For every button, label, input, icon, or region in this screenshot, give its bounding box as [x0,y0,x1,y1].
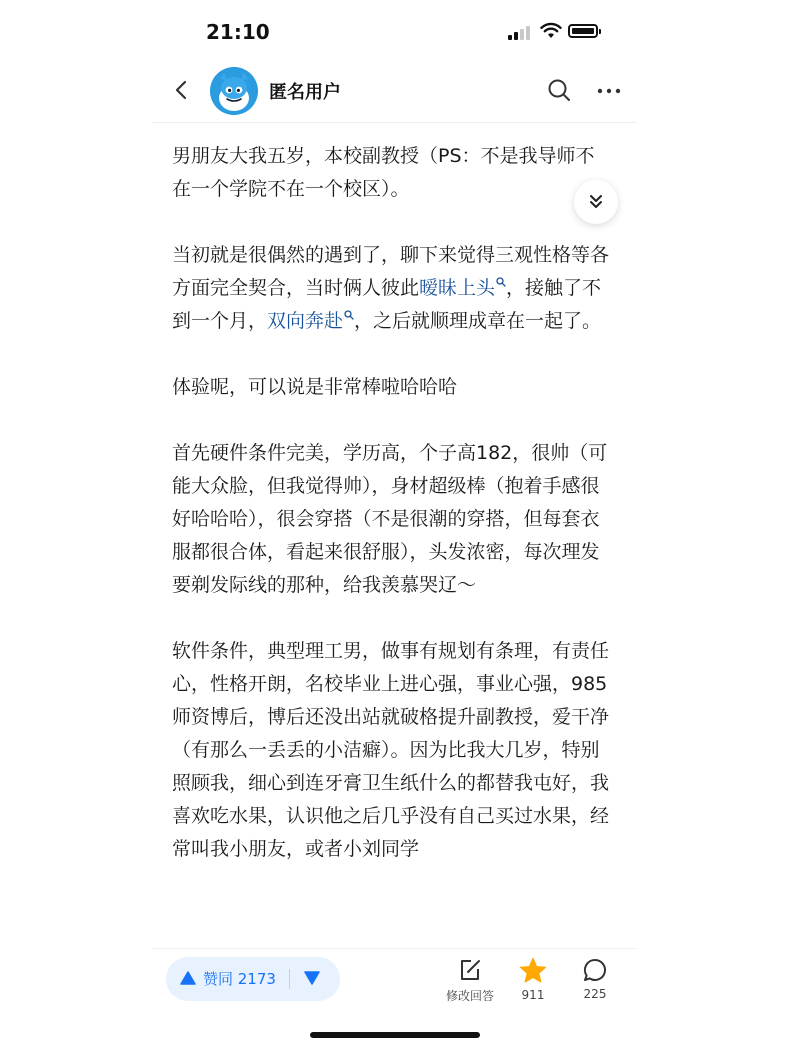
author-name[interactable]: 匿名用户 [269,82,341,103]
avatar-mascot-icon [210,67,258,115]
back-arrow-icon[interactable] [170,78,194,102]
triangle-up-icon [180,971,196,985]
star-icon [519,957,547,984]
cellular-signal-icon [508,24,534,40]
comment-button[interactable] [565,957,625,1011]
wifi-icon [540,22,562,40]
battery-icon [568,24,598,38]
paragraph: 男朋友大我五岁，本校副教授（PS：不是我导师不在一个学院不在一个校区）。 [172,145,595,200]
favorite-count: 911 [521,988,545,1002]
edit-answer-button[interactable] [440,957,500,1011]
search-link-text: 双向奔赴 [267,310,344,332]
search-link-icon [496,277,506,287]
phone-screen [152,0,637,1051]
more-icon[interactable] [596,78,622,104]
top-nav-bar [152,60,637,123]
status-time: 21:10 [206,20,270,44]
home-indicator [310,1032,480,1038]
paragraph: 首先硬件条件完美，学历高，个子高182，很帅（可能大众脸，但我觉得帅），身材超级棒（抱着手感很好哈哈哈），很会穿搭（不是很潮的穿搭，但每套衣服都很合体，看起来很舒服），头发浓密，每次理发要剃发际线的那种，给我羡慕哭辽～ [172,442,608,596]
chevron-double-down-icon [586,192,606,212]
search-link-text: 暧昧上头 [419,277,496,299]
edit-icon [457,957,483,983]
search-link[interactable] [419,277,506,299]
edit-answer-label: 修改回答 [445,989,494,1003]
favorite-button[interactable] [503,957,563,1011]
paragraph: 体验呢，可以说是非常棒啦哈哈哈 [172,376,458,398]
vote-group [166,957,340,1001]
paragraph-text: 当初就是很偶然的遇到了，聊下来觉得三观性格等各方面完全契合，当时俩人彼此 [172,244,610,299]
paragraph-text: ，之后就顺理成章在一起了。 [354,310,602,332]
search-link[interactable] [267,310,354,332]
paragraph-text: ，接触了不到一个月， [172,277,602,332]
paragraph: 软件条件，典型理工男，做事有规划有条理，有责任心，性格开朗，名校毕业上进心强，事业心强，985师资博后，博后还没出站就破格提升副教授，爱干净（有那么一丢丢的小洁癖）。因为比我大几岁，特别照顾我，细心到连牙膏卫生纸什么的都替我屯好，我喜欢吃水果，认识他之后几乎没有自己买过水果，经常叫我小朋友，或者小刘同学 [172,640,610,860]
search-link-icon [344,310,354,320]
search-icon[interactable] [546,77,572,103]
upvote-button[interactable] [166,957,288,1001]
collapse-button[interactable] [574,180,618,224]
answer-content [172,140,612,948]
comment-count: 225 [583,987,607,1001]
downvote-button[interactable] [290,957,340,1001]
paragraph [172,239,612,338]
comment-icon [582,957,608,983]
triangle-down-icon [304,971,320,985]
upvote-label: 赞同 2173 [203,970,276,988]
anonymous-avatar[interactable] [210,67,258,115]
